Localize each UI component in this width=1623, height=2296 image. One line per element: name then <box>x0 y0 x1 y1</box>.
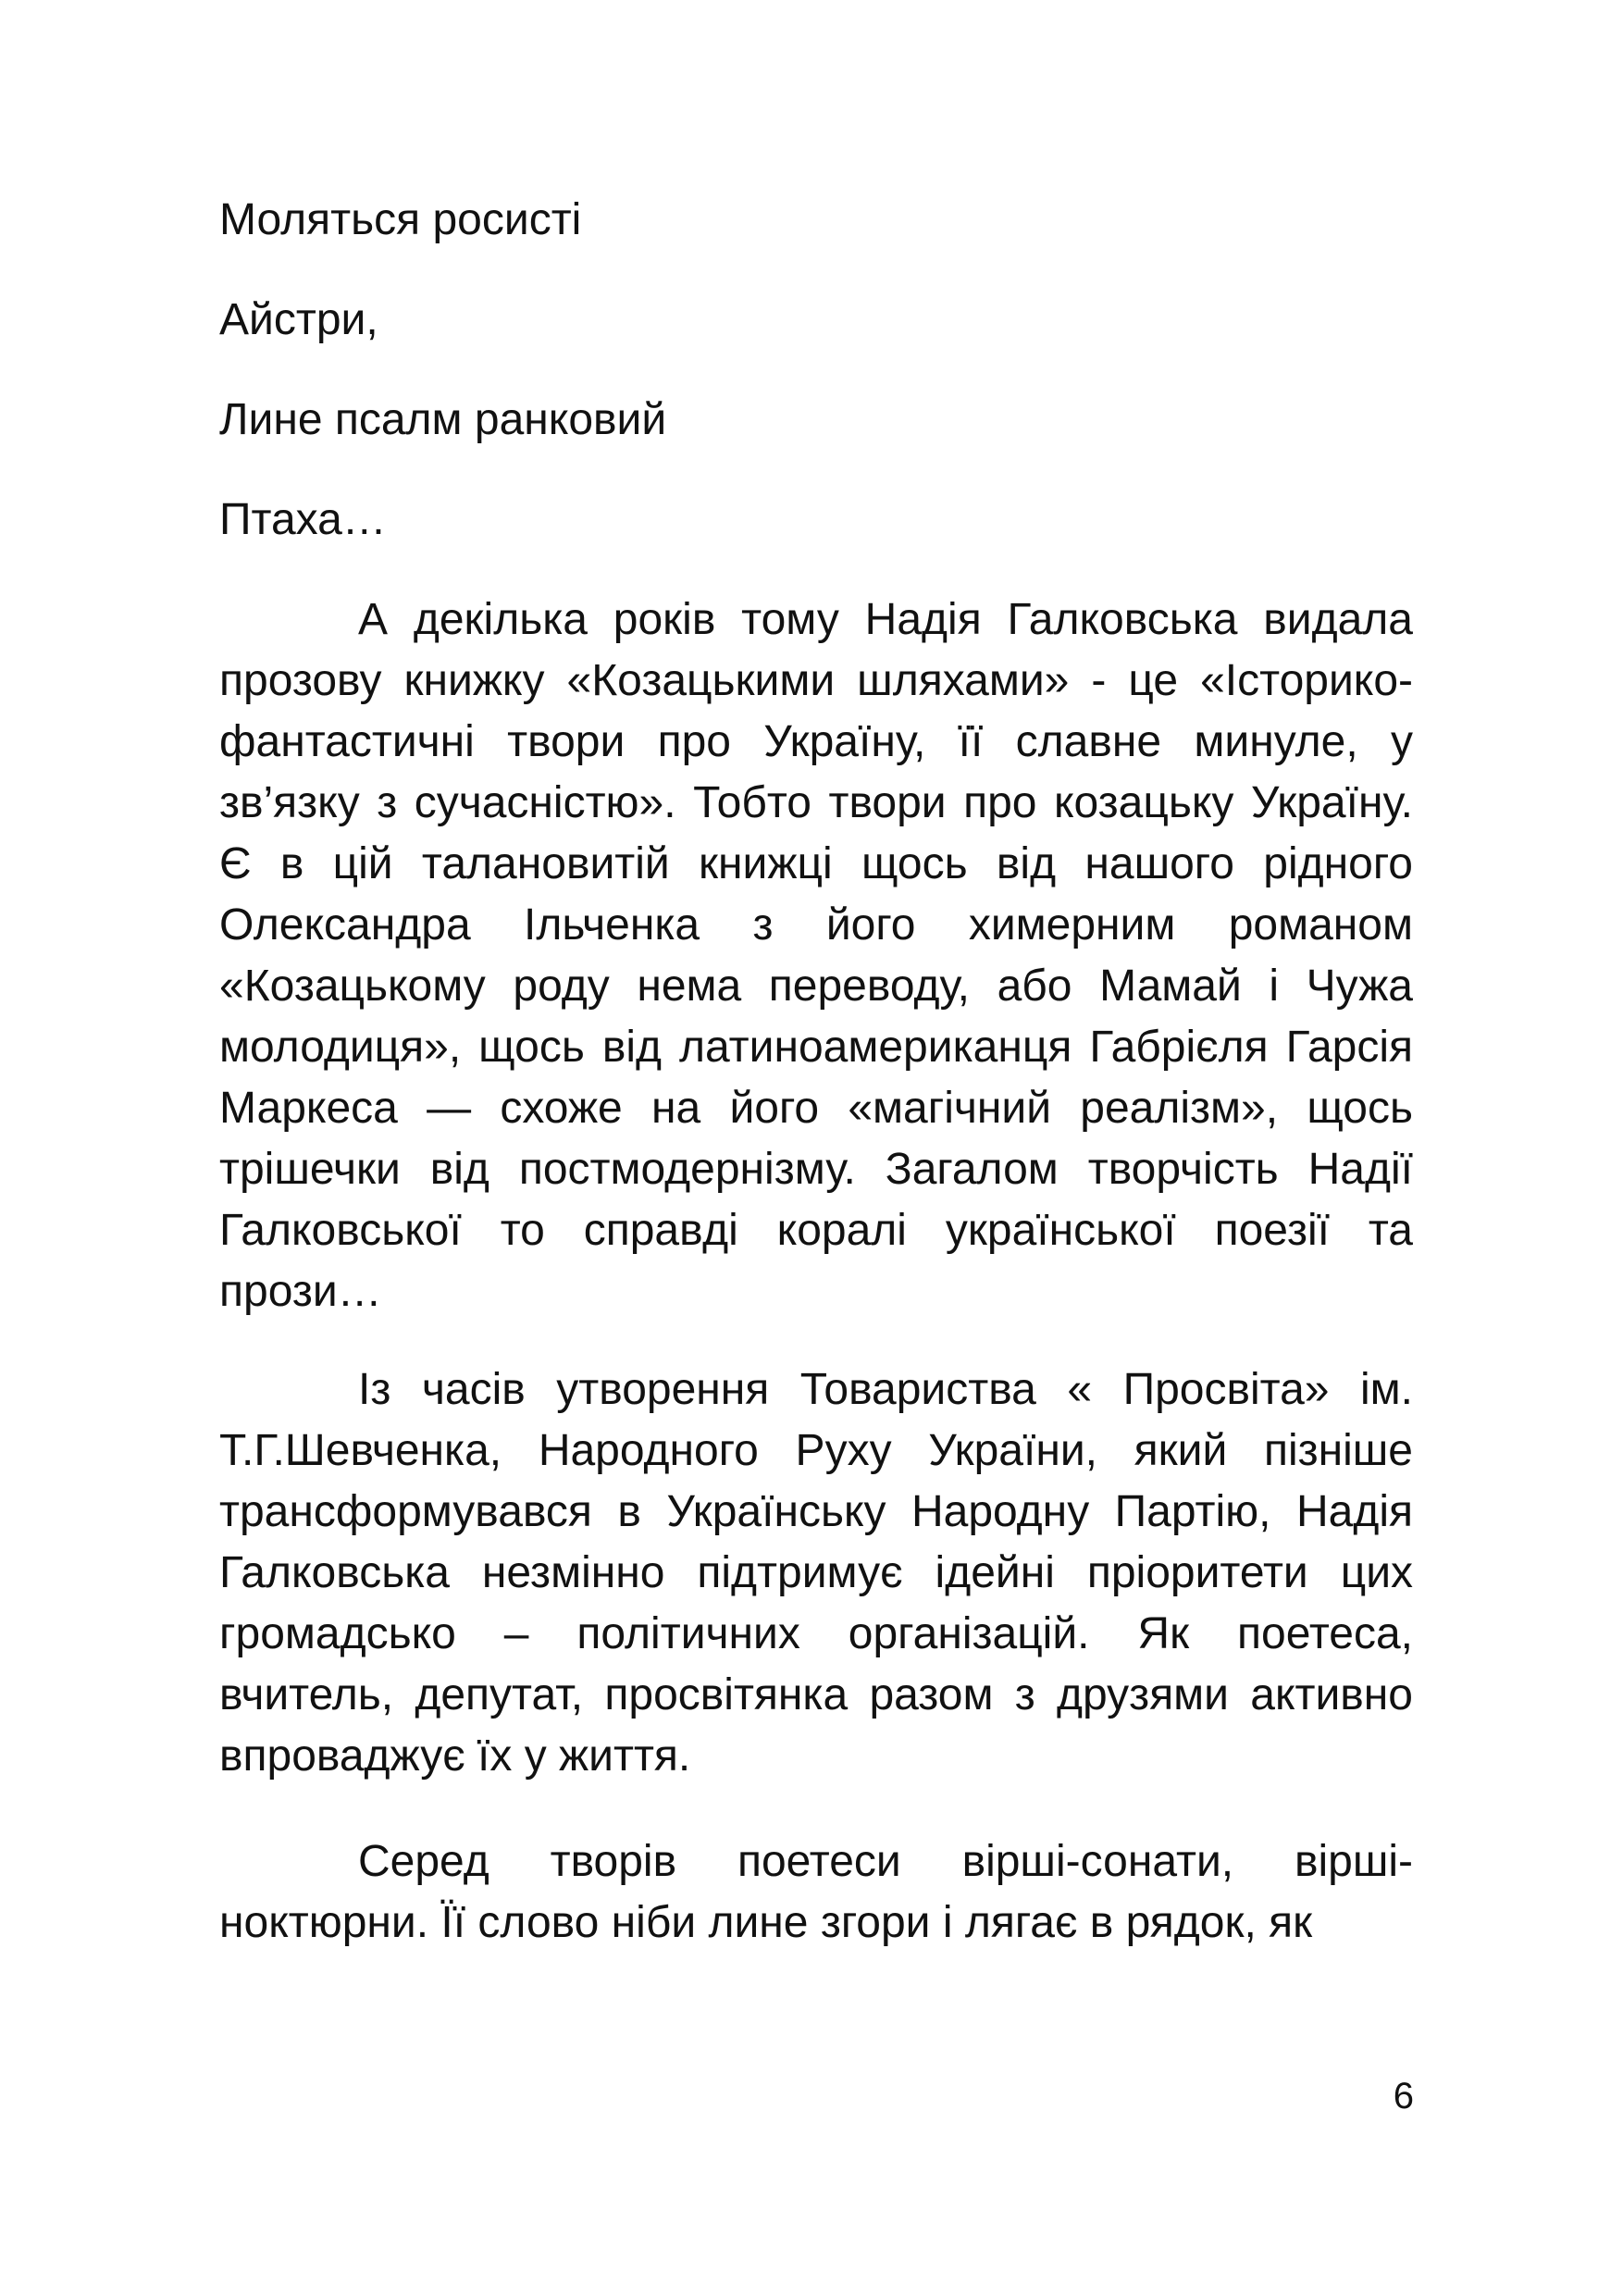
paragraph-1: А декілька років тому Надія Галковська видала прозову книжку «Козацькими шляхами» - це «Історико-фантастичні твори про Україну, її славне минуле, у зв’язку з сучасністю». Тобто твори про козацьку Україну. Є в цій талановитій книжці щось від нашого рідного Олександра Ільченка з його химерним романом «Козацькому роду нема переводу, або Мамай і Чужа молодиця», щось від латиноамериканця Габрієля Гарсія Маркеса — схоже на його «магічний реалізм», щось трішечки від постмодернізму. Загалом творчість Надії Галковської то справді коралі української поезії та прози… <box>219 595 1413 1316</box>
poem-line-1: Моляться росисті <box>219 195 582 244</box>
poem-line-4: Птаха… <box>219 495 387 544</box>
poem-line-3: Лине псалм ранковий <box>219 395 667 444</box>
paragraph-2: Із часів утворення Товариства « Просвіта» ім. Т.Г.Шевченка, Народного Руху України, який пізніше трансформувався в Українську Народну Партію, Надія Галковська незмінно підтримує ідейні пріоритети цих громадсько – політичних організацій. Як поетеса, вчитель, депутат, просвітянка разом з друзями активно впроваджує їх у життя. <box>219 1365 1413 1781</box>
poem-line-2: Айстри, <box>219 295 378 344</box>
page-number: 6 <box>1393 2076 1414 2116</box>
paragraph-3: Серед творів поетеси вірші-сонати, вірші-ноктюрни. Її слово ніби лине згори і лягає в рядок, як <box>219 1837 1413 1947</box>
